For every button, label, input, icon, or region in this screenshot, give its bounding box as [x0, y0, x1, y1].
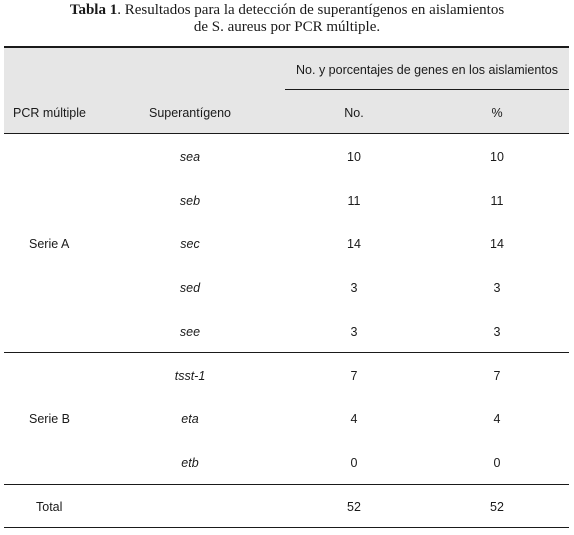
header-background — [4, 46, 569, 134]
col-header-percent: % — [491, 106, 503, 120]
results-table — [4, 46, 569, 529]
count-cell: 0 — [350, 456, 358, 470]
percent-cell: 11 — [490, 194, 504, 208]
count-cell: 11 — [347, 194, 361, 208]
percent-cell: 3 — [493, 281, 501, 295]
header-bottom-rule — [4, 133, 569, 134]
gene-cell: sec — [180, 237, 200, 251]
caption-line-2: de S. aureus por PCR múltiple. — [193, 19, 381, 35]
count-cell: 3 — [350, 281, 358, 295]
col-header-superantigen: Superantígeno — [148, 106, 231, 120]
group-header: No. y porcentajes de genes en los aislamientos — [296, 63, 558, 77]
col-header-count: No. — [344, 106, 364, 120]
count-cell: 4 — [350, 412, 358, 426]
percent-cell: 7 — [493, 369, 501, 383]
gene-cell: sea — [179, 150, 201, 164]
gene-cell: tsst-1 — [174, 369, 206, 383]
count-cell: 14 — [347, 237, 361, 251]
count-cell: 7 — [350, 369, 358, 383]
caption-line-1 — [0, 2, 574, 19]
gene-cell: seb — [179, 194, 201, 208]
col-header-pcr: PCR múltiple — [13, 106, 86, 120]
percent-cell: 3 — [493, 325, 501, 339]
gene-cell: sed — [179, 281, 201, 295]
gene-cell: see — [179, 325, 201, 339]
total-count: 52 — [347, 500, 361, 514]
serie-a-bottom-rule — [4, 352, 569, 353]
group-label-serie-a: Serie A — [29, 237, 70, 251]
serie-b-bottom-rule — [4, 484, 569, 485]
gene-cell: eta — [181, 412, 199, 426]
count-cell: 10 — [347, 150, 361, 164]
percent-cell: 4 — [493, 412, 501, 426]
bottom-rule — [4, 527, 569, 528]
count-cell: 3 — [350, 325, 358, 339]
total-percent: 52 — [490, 500, 504, 514]
percent-cell: 0 — [493, 456, 501, 470]
caption-text-1: . Resultados para la detección de superantígenos en aislamientos — [117, 2, 505, 18]
percent-cell: 14 — [490, 237, 504, 251]
top-rule — [4, 46, 569, 48]
caption-label: Tabla 1 — [69, 2, 118, 18]
percent-cell: 10 — [490, 150, 504, 164]
group-header-rule — [285, 89, 569, 90]
gene-cell: etb — [181, 456, 199, 470]
group-label-serie-b: Serie B — [29, 412, 70, 426]
table-caption — [0, 2, 574, 36]
total-label: Total — [36, 500, 63, 514]
